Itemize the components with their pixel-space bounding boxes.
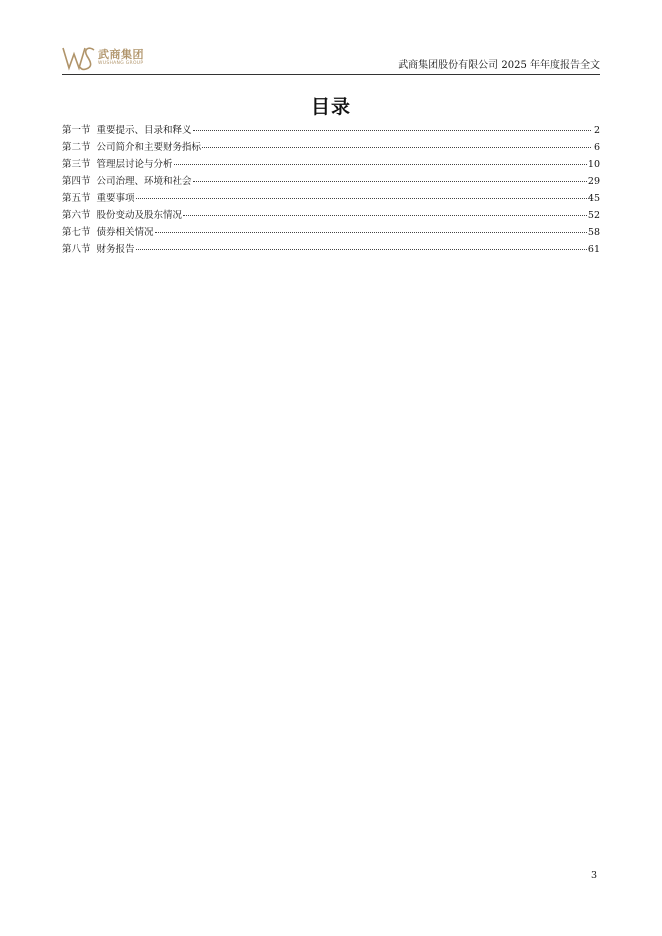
toc-section-number: 第五节 <box>62 193 91 204</box>
toc-title: 目录 <box>310 96 351 118</box>
toc-leader-dots <box>136 197 587 199</box>
report-header-title: 武商集团股份有限公司 2025 年年度报告全文 <box>398 60 600 71</box>
logo-text-en: WUSHANG GROUP <box>98 61 144 67</box>
toc-section-number: 第一节 <box>62 125 91 136</box>
toc-entry[interactable] <box>62 207 600 224</box>
toc-section-name: 管理层讨论与分析 <box>96 159 173 170</box>
toc-section-name: 重要事项 <box>96 193 135 204</box>
toc-entry[interactable] <box>62 173 600 190</box>
toc-page-number: 6 <box>593 142 600 153</box>
toc-section-number: 第七节 <box>62 227 91 238</box>
toc-entry[interactable] <box>62 190 600 207</box>
toc-section-number: 第六节 <box>62 210 91 221</box>
toc-entry[interactable] <box>62 241 600 258</box>
toc-section-number: 第三节 <box>62 159 91 170</box>
toc-section-number: 第八节 <box>62 244 91 255</box>
toc-leader-dots <box>202 146 591 148</box>
toc-section-name: 重要提示、目录和释义 <box>96 125 192 136</box>
toc-leader-dots <box>155 231 587 233</box>
toc-page-number: 58 <box>587 227 600 238</box>
toc-page-number: 29 <box>587 176 600 187</box>
toc-entry[interactable] <box>62 224 600 241</box>
toc-page-number: 45 <box>587 193 600 204</box>
toc-page-number: 61 <box>587 244 600 255</box>
toc-entry[interactable] <box>62 122 600 139</box>
page-header <box>62 44 600 75</box>
page-number: 3 <box>591 870 598 881</box>
company-logo <box>62 44 144 72</box>
toc-entry[interactable] <box>62 156 600 173</box>
toc-leader-dots <box>183 214 587 216</box>
toc-section-name: 债券相关情况 <box>96 227 154 238</box>
toc-leader-dots <box>136 248 587 250</box>
toc-page-number: 10 <box>587 159 600 170</box>
ws-logo-icon <box>62 45 96 71</box>
toc-section-name: 股份变动及股东情况 <box>96 210 183 221</box>
toc-leader-dots <box>193 180 587 182</box>
toc-entry[interactable] <box>62 139 600 156</box>
toc-section-number: 第四节 <box>62 176 91 187</box>
toc-section-name: 财务报告 <box>96 244 135 255</box>
toc-section-name: 公司治理、环境和社会 <box>96 176 192 187</box>
toc-leader-dots <box>174 163 587 165</box>
toc-section-name: 公司简介和主要财务指标 <box>96 142 202 153</box>
toc-page-number: 52 <box>587 210 600 221</box>
toc-leader-dots <box>193 129 591 131</box>
toc-page-number: 2 <box>593 125 600 136</box>
logo-text-cn: 武商集团 <box>98 48 144 62</box>
toc-section-number: 第二节 <box>62 142 91 153</box>
table-of-contents <box>62 122 600 258</box>
